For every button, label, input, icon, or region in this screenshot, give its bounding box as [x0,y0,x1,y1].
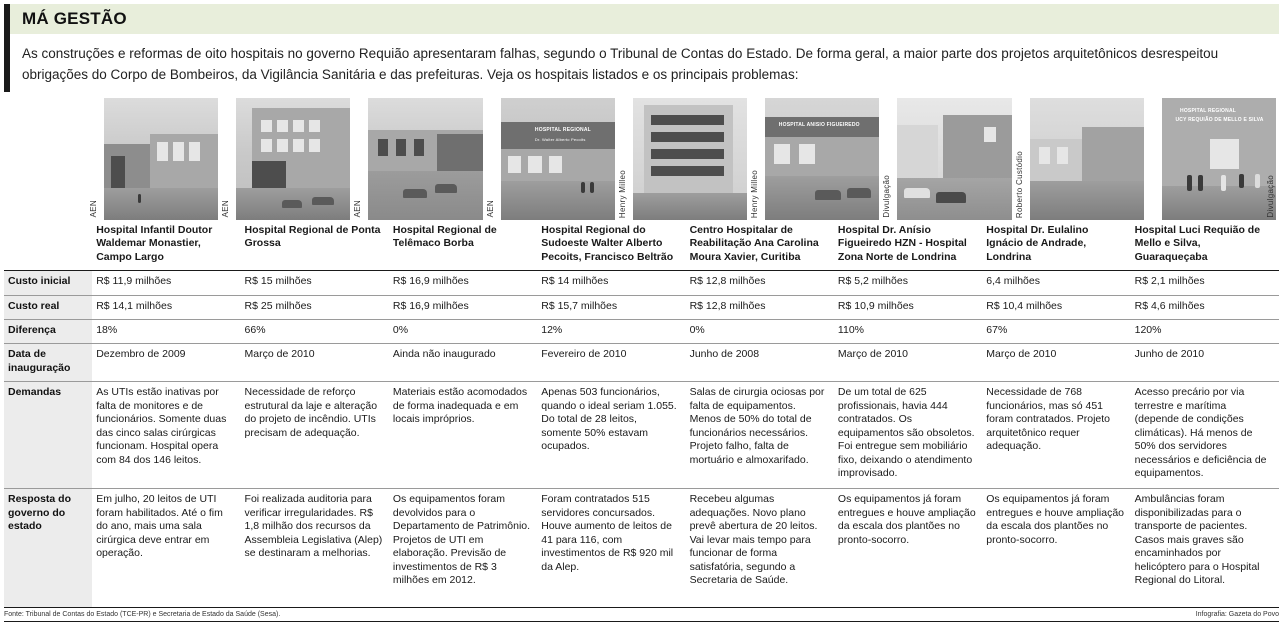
hospital-header-4: Hospital Regional do Sudoeste Walter Alberto Pecoits, Francisco Beltrão [541,223,674,263]
resposta-1: Em julho, 20 leitos de UTI foram habilitados. Até o fim do ano, mais uma sala cirúrgica deve entrar em operação. [92,489,240,608]
custo-inicial-5: R$ 12,8 milhões [686,271,834,295]
resposta-3: Os equipamentos foram devolvidos para o Departamento de Patrimônio. Projetos de UTI em elaboração. Previsão de investimentos de R$ 3 milhões em 2012. [389,489,537,608]
custo-real-3: R$ 16,9 milhões [389,295,537,319]
photo-credit-5: Henry Milleo [617,169,627,218]
photo-cell-7 [881,98,1011,220]
demandas-5: Salas de cirurgia ociosas por falta de equipamentos. Menos de 50% do total de funcionários necessários. Projeto falho, falta de mortuário e almoxarifado. [686,382,834,489]
diferenca-1: 18% [92,320,240,344]
resposta-7: Os equipamentos já foram entregues e houve ampliação da escala dos plantões no pronto-socorro. [982,489,1130,608]
demandas-2: Necessidade de reforço estrutural da laje e alteração do projeto de incêndio. UTIs precisam de adequação. [241,382,389,489]
custo-inicial-6: R$ 5,2 milhões [834,271,982,295]
row-label-data-inauguracao: Data de inauguração [4,344,92,382]
photo-sign-4a: HOSPITAL REGIONAL [534,127,591,134]
data-inauguracao-6: Março de 2010 [834,344,982,382]
custo-real-6: R$ 10,9 milhões [834,295,982,319]
demandas-4: Apenas 503 funcionários, quando o ideal seriam 1.055. Do total de 28 leitos, somente 50% estavam ocupados. [537,382,685,489]
diferenca-5: 0% [686,320,834,344]
hospital-photo-1 [104,98,218,220]
data-inauguracao-1: Dezembro de 2009 [92,344,240,382]
hospital-header-5: Centro Hospitalar de Reabilitação Ana Carolina Moura Xavier, Curitiba [689,223,819,263]
row-label-resposta: Resposta do governo do estado [4,489,92,608]
hospital-photo-8 [1030,98,1144,220]
demandas-3: Materiais estão acomodados de forma inadequada e em locais impróprios. [389,382,537,489]
custo-real-2: R$ 25 milhões [241,295,389,319]
infographic-page [0,4,1283,641]
custo-real-1: R$ 14,1 milhões [92,295,240,319]
footer [4,611,1279,622]
photo-credit-8: Roberto Custódio [1014,150,1024,218]
table-row-custo-inicial [4,271,1279,295]
photo-credit-1: AEN [89,200,98,218]
intro-text: As construções e reformas de oito hospitais no governo Requião apresentaram falhas, segundo o Tribunal de Contas do Estado. De forma geral, a maior parte dos projetos arquitetônicos desrespeitou obrigações do Corpo de Bombeiros, da Vigilância Sanitária e das prefeituras. Veja os hospitais listados e os principais problemas: [22,46,1219,82]
diferenca-4: 12% [537,320,685,344]
photo-credit-4: AEN [485,200,495,218]
photo-cell-5 [617,98,747,220]
photo-cell-9 [1146,98,1276,220]
hospital-header-7: Hospital Dr. Eulalino Ignácio de Andrade, Londrina [986,223,1089,263]
data-inauguracao-3: Ainda não inaugurado [389,344,537,382]
title-bar [4,4,1279,34]
hospital-photo-5 [633,98,747,220]
diferenca-7: 67% [982,320,1130,344]
custo-inicial-4: R$ 14 milhões [537,271,685,295]
hospitals-table [4,220,1279,608]
demandas-8: Acesso precário por via terrestre e marítima (depende de condições climáticas). Há menos de 50% dos servidores necessários e deficiência de equipamentos. [1131,382,1279,489]
photo-sign-6: HOSPITAL ANISIO FIGUEIREDO [778,122,860,129]
hospital-header-6: Hospital Dr. Anísio Figueiredo HZN - Hospital Zona Norte de Londrina [837,223,967,263]
data-inauguracao-4: Fevereiro de 2010 [537,344,685,382]
custo-real-8: R$ 4,6 milhões [1131,295,1279,319]
header-corner [4,220,92,271]
photo-sign-4b: Dr. Walter Alberto Pecoits [534,136,586,142]
photo-credit-2: AEN [221,200,231,218]
custo-inicial-2: R$ 15 milhões [241,271,389,295]
table-row-resposta [4,489,1279,608]
row-label-demandas: Demandas [4,382,92,489]
custo-real-4: R$ 15,7 milhões [537,295,685,319]
demandas-6: De um total de 625 profissionais, havia 444 contratados. Os equipamentos são obsoletos. Foi entregue sem mobiliário fixo, deixando o atendimento improvisado. [834,382,982,489]
intro-block [4,34,1279,92]
photo-cell-8 [1014,98,1144,220]
table-row-custo-real [4,295,1279,319]
photo-credit-3: AEN [353,200,363,218]
custo-real-5: R$ 12,8 milhões [686,295,834,319]
table-header-row [4,220,1279,271]
resposta-2: Foi realizada auditoria para verificar irregularidades. R$ 1,8 milhão dos recursos da Assembleia Legislativa (Alep) se destinaram a melhorias. [241,489,389,608]
diferenca-8: 120% [1131,320,1279,344]
resposta-5: Recebeu algumas adequações. Novo plano prevê abertura de 20 leitos. Vai levar mais tempo para funcionar de forma satisfatória, segundo a Secretaria de Saúde. [686,489,834,608]
table-row-demandas [4,382,1279,489]
data-inauguracao-2: Março de 2010 [241,344,389,382]
custo-inicial-7: 6,4 milhões [982,271,1130,295]
data-inauguracao-5: Junho de 2008 [686,344,834,382]
table-row-diferenca [4,320,1279,344]
hospital-header-2: Hospital Regional de Ponta Grossa [244,223,381,250]
diferenca-6: 110% [834,320,982,344]
table-bottom-rule [4,607,1279,608]
demandas-1: As UTIs estão inativas por falta de monitores e de funcionários. Somente duas das cinco salas cirúrgicas funcionam. Hospital opera com 84 dos 146 leitos. [92,382,240,489]
data-inauguracao-7: Março de 2010 [982,344,1130,382]
photo-credit-6: Henry Milleo [750,169,760,218]
hospital-header-1: Hospital Infantil Doutor Waldemar Monastier, Campo Largo [96,223,213,263]
custo-inicial-8: R$ 2,1 milhões [1131,271,1279,295]
hospital-photo-2 [236,98,350,220]
resposta-8: Ambulâncias foram disponibilizadas para o transporte de pacientes. Casos mais graves são encaminhados por helicóptero para o Hospital Regional do Litoral. [1131,489,1279,608]
photo-cell-6 [749,98,879,220]
row-label-custo-real: Custo real [4,295,92,319]
custo-real-7: R$ 10,4 milhões [982,295,1130,319]
demandas-7: Necessidade de 768 funcionários, mas só 451 foram contratados. Projeto arquitetônico requer adequação. [982,382,1130,489]
hospital-photo-7 [897,98,1011,220]
photo-cell-2 [220,98,350,220]
diferenca-2: 66% [241,320,389,344]
hospital-header-3: Hospital Regional de Telêmaco Borba [392,223,497,250]
photo-cell-3 [352,98,482,220]
photo-credit-9: Divulgação [1265,175,1275,218]
photo-cell-4 [485,98,615,220]
hospital-photo-9 [1162,98,1276,220]
hospital-photo-6 [765,98,879,220]
hospital-photo-4 [501,98,615,220]
photo-sign-9b: UCY REQUIÃO DE MELLO E SILVA [1175,117,1264,124]
hospital-photo-3 [368,98,482,220]
photo-credit-7: Divulgação [882,175,892,218]
photo-strip [88,98,1276,220]
custo-inicial-1: R$ 11,9 milhões [92,271,240,295]
photo-sign-9a: HOSPITAL REGIONAL [1180,107,1237,114]
row-label-custo-inicial: Custo inicial [4,271,92,295]
row-label-diferenca: Diferença [4,320,92,344]
resposta-6: Os equipamentos já foram entregues e houve ampliação da escala dos plantões no pronto-socorro. [834,489,982,608]
table-row-data-inauguracao [4,344,1279,382]
footer-source: Fonte: Tribunal de Contas do Estado (TCE-PR) e Secretaria de Estado da Saúde (Sesa). [4,611,281,619]
resposta-4: Foram contratados 515 servidores concursados. Houve aumento de leitos de 41 para 116, com investimentos de R$ 920 mil da Alep. [537,489,685,608]
page-title: MÁ GESTÃO [22,9,127,28]
custo-inicial-3: R$ 16,9 milhões [389,271,537,295]
footer-credit: Infografia: Gazeta do Povo [1195,611,1279,619]
hospital-header-8: Hospital Luci Requião de Mello e Silva, Guaraqueçaba [1134,223,1261,263]
diferenca-3: 0% [389,320,537,344]
photo-cell-1 [88,98,218,220]
data-inauguracao-8: Junho de 2010 [1131,344,1279,382]
